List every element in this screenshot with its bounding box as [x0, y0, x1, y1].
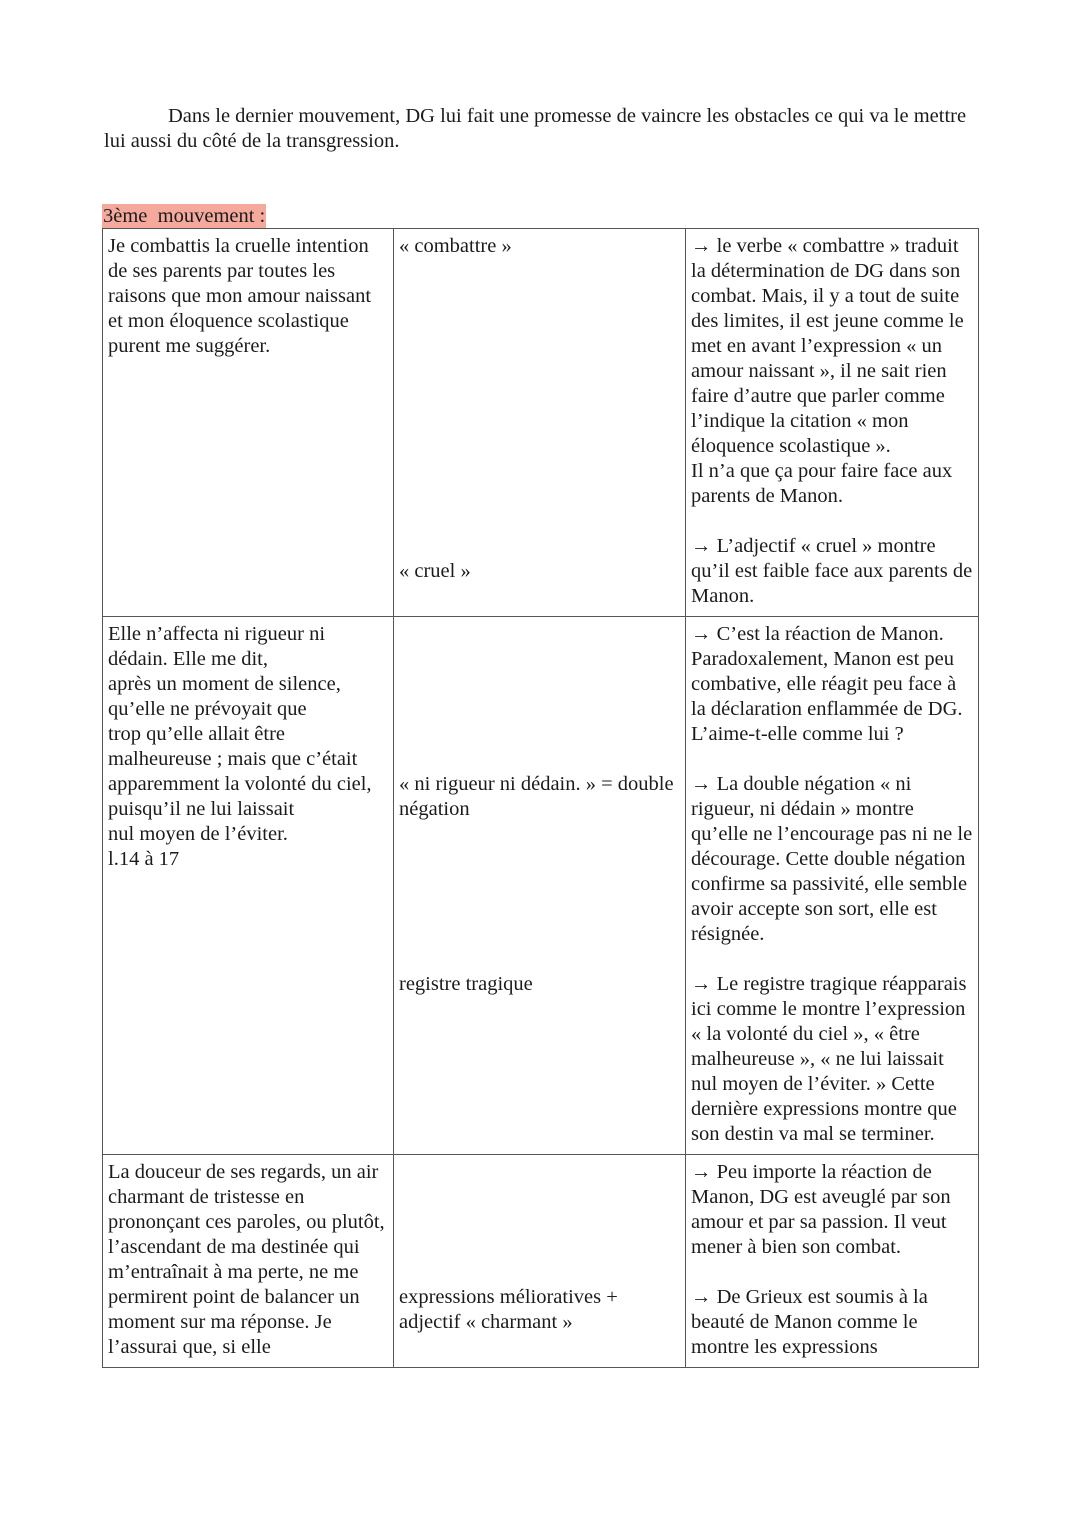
procede-cell	[394, 1155, 686, 1368]
analysis-text: → De Grieux est soumis à la beauté de Manon comme le montre les expressions	[691, 1286, 928, 1358]
citation-text: La douceur de ses regards, un air charmant de tristesse en prononçant ces paroles, ou plutôt, l’ascendant de ma destinée qui m’entraînait à ma perte, ne me permirent point de balancer un moment sur ma réponse. Je l’assurai que, si elle	[108, 1161, 385, 1358]
analysis-text: → L’adjectif « cruel » montre qu’il est faible face aux parents de Manon.	[691, 535, 973, 607]
citation-cell	[103, 229, 394, 617]
cell-spacer	[399, 1160, 681, 1285]
analysis-text: → Peu importe la réaction de Manon, DG est aveuglé par son amour et par sa passion. Il veut mener à bien son combat.	[691, 1161, 951, 1258]
analysis-cell	[686, 1155, 979, 1368]
table-row	[103, 617, 979, 1155]
cell-spacer	[691, 947, 974, 972]
analysis-cell	[686, 617, 979, 1155]
intro-paragraph: Dans le dernier mouvement, DG lui fait une promesse de vaincre les obstacles ce qui va le mettre lui aussi du côté de la transgression.	[104, 105, 967, 152]
citation-text: Elle n’affecta ni rigueur ni dédain. Elle me dit, après un moment de silence, qu’elle ne prévoyait que trop qu’elle allait être malheureuse ; mais que c’était apparemment la volonté du ciel, puisqu’il ne lui laissait nul moyen de l’éviter. l.14 à 17	[108, 623, 372, 870]
citation-cell	[103, 617, 394, 1155]
analysis-text: → Le registre tragique réapparais ici comme le montre l’expression « la volonté du ciel », « être malheureuse », « ne lui laissait nul moyen de l’éviter. » Cette dernière expressions montre que son destin va mal se terminer.	[691, 973, 967, 1145]
cell-spacer	[399, 822, 681, 972]
procede-cell	[394, 617, 686, 1155]
cell-spacer	[691, 747, 974, 772]
procede-text: expressions mélioratives + adjectif « charmant »	[399, 1286, 618, 1333]
cell-spacer	[691, 509, 974, 534]
analysis-cell	[686, 229, 979, 617]
procede-text: « cruel »	[399, 560, 471, 582]
section-heading: 3ème mouvement :	[103, 205, 266, 227]
procede-text: « ni rigueur ni dédain. » = double négation	[399, 773, 674, 820]
citation-cell	[103, 1155, 394, 1368]
cell-spacer	[399, 259, 681, 559]
analysis-text: → La double négation « ni rigueur, ni dédain » montre qu’elle ne l’encourage pas ni ne le décourage. Cette double négation confirme sa passivité, elle semble avoir accepte son sort, elle est résignée.	[691, 773, 973, 945]
analysis-text: → C’est la réaction de Manon. Paradoxalement, Manon est peu combative, elle réagit peu face à la déclaration enflammée de DG. L’aime-t-elle comme lui ?	[691, 623, 963, 745]
analysis-table	[102, 228, 979, 1368]
table-row	[103, 1155, 979, 1368]
analysis-text: → le verbe « combattre » traduit la détermination de DG dans son combat. Mais, il y a tout de suite des limites, il est jeune comme le met en avant l’expression « un amour naissant », il ne sait rien faire d’autre que parler comme l’indique la citation « mon éloquence scolastique ». Il n’a que ça pour faire face aux parents de Manon.	[691, 235, 964, 507]
cell-spacer	[691, 1260, 974, 1285]
procede-text: registre tragique	[399, 973, 533, 995]
table-row	[103, 229, 979, 617]
procede-text: « combattre »	[399, 235, 512, 257]
procede-cell	[394, 229, 686, 617]
citation-text: Je combattis la cruelle intention de ses parents par toutes les raisons que mon amour naissant et mon éloquence scolastique purent me suggérer.	[108, 235, 372, 357]
cell-spacer	[399, 622, 681, 772]
